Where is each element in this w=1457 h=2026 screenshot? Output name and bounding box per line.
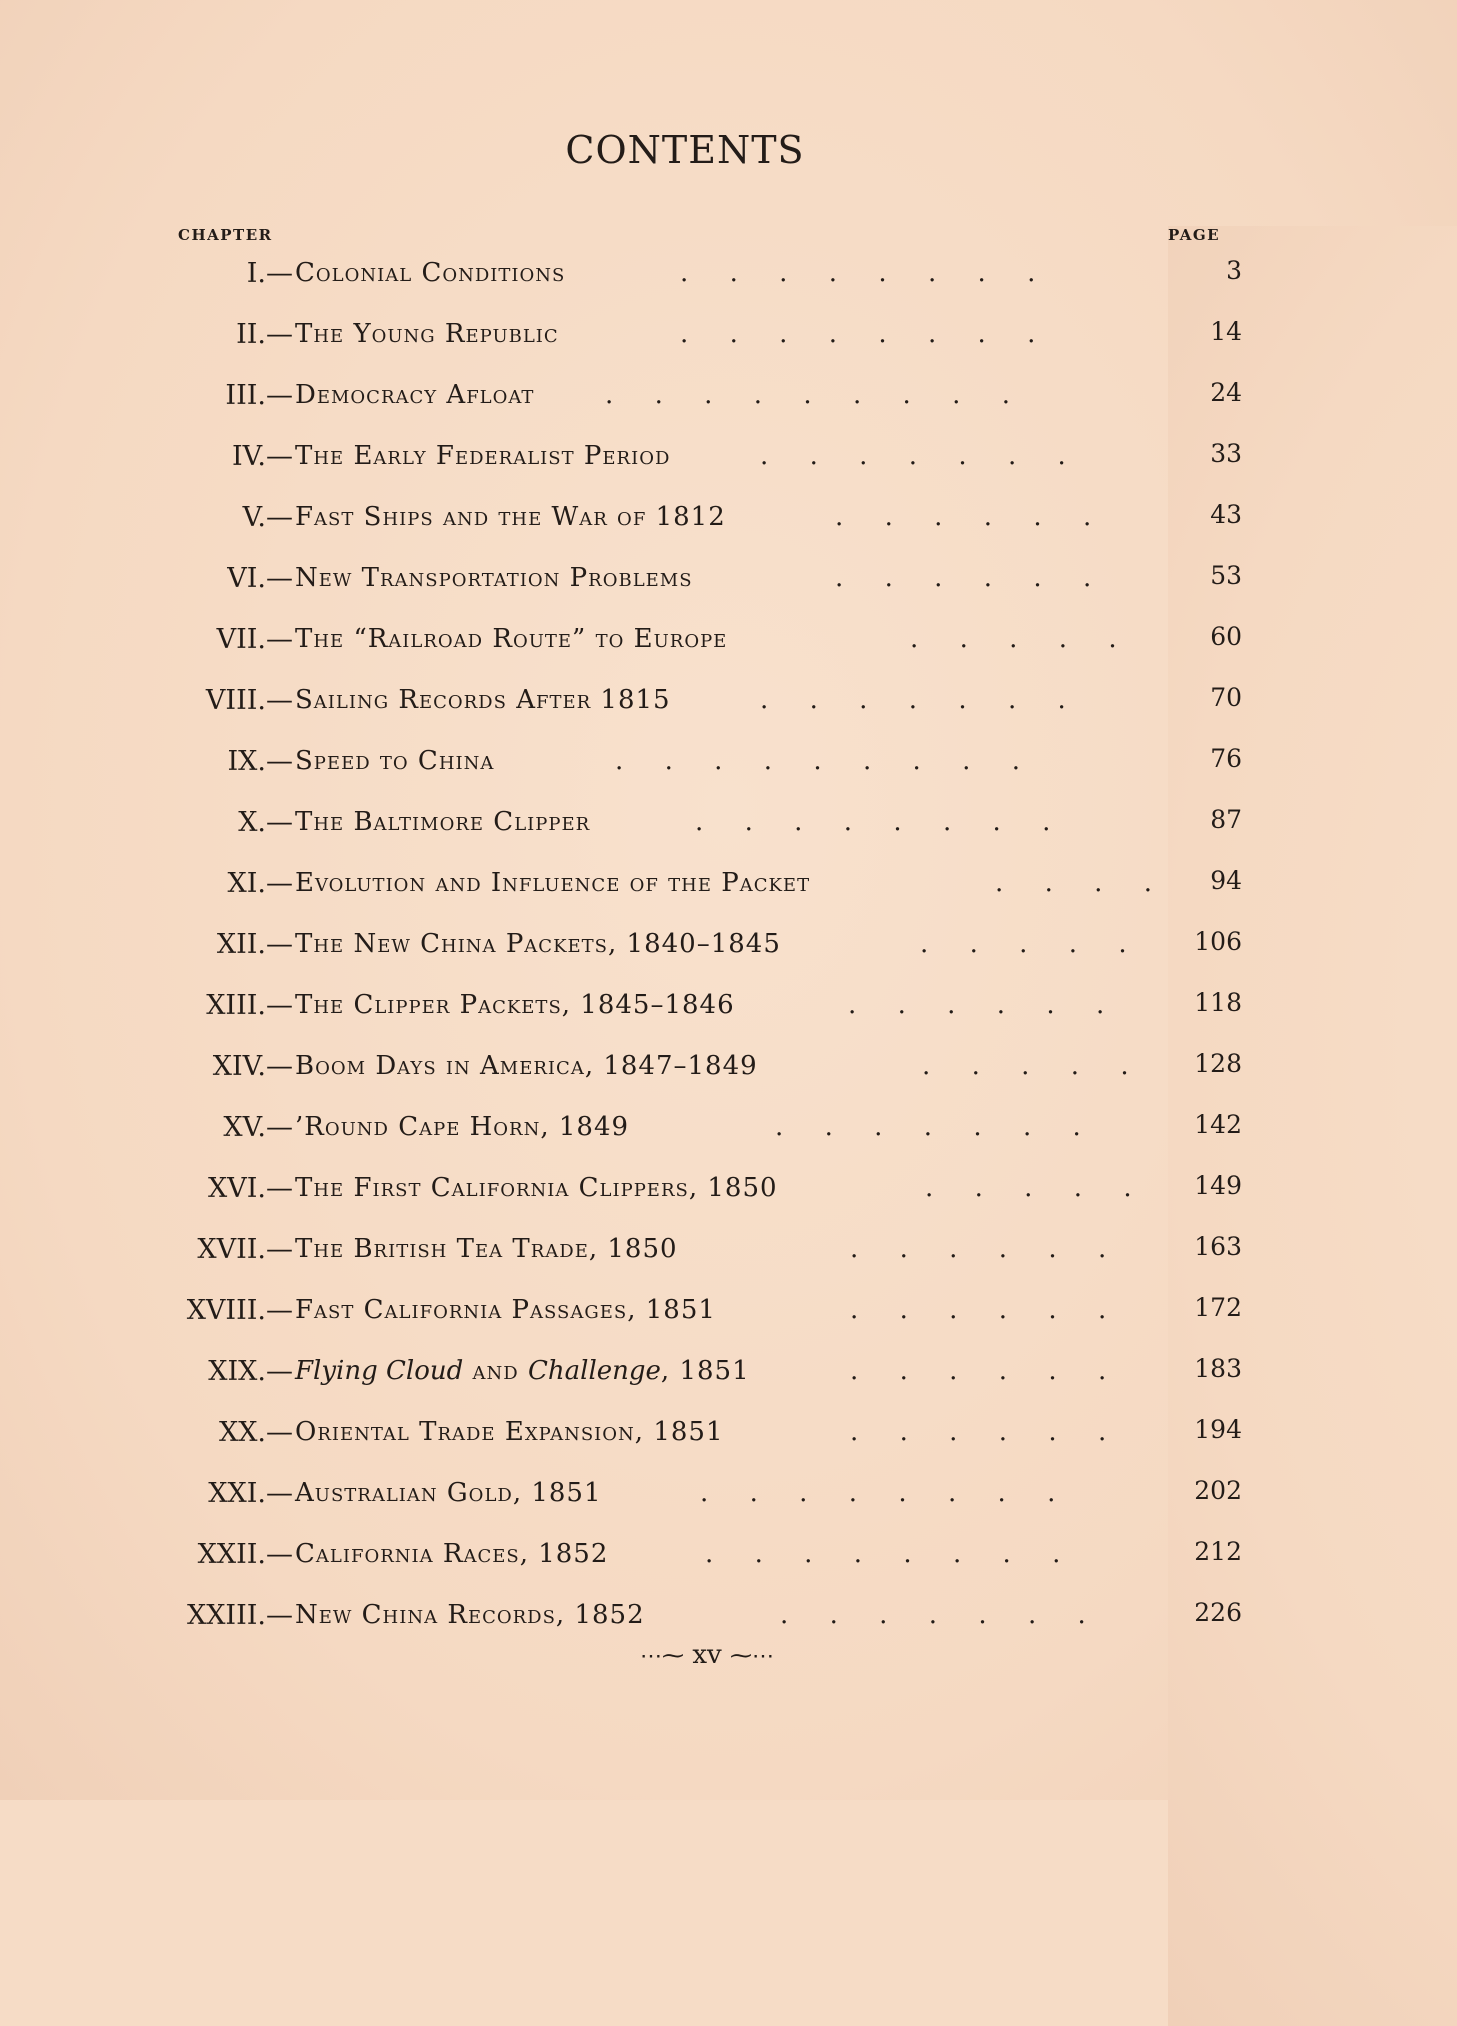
chapter-number: X.—	[238, 807, 293, 838]
page-number: 194	[1194, 1415, 1242, 1444]
chapter-number: IX.—	[227, 746, 293, 777]
page-number: 14	[1210, 317, 1242, 346]
toc-entry	[0, 1472, 1457, 1512]
toc-entry	[0, 252, 1457, 292]
chapter-number: I.—	[246, 258, 293, 289]
title-year: , 1851	[660, 1356, 750, 1386]
toc-entry	[0, 618, 1457, 658]
dot-leader: . . . . . . .	[775, 1112, 1081, 1142]
toc-entry	[0, 557, 1457, 597]
chapter-title: Colonial Conditions	[295, 258, 566, 288]
chapter-title: The British Tea Trade, 1850	[295, 1234, 678, 1264]
ornament-left: ⋯⁓	[640, 1644, 685, 1669]
chapter-title: Fast Ships and the War of 1812	[295, 502, 726, 532]
page-number: 106	[1194, 927, 1242, 956]
toc-entry	[0, 374, 1457, 414]
dot-leader: . . . . . . .	[760, 441, 1066, 471]
toc-entry	[0, 1533, 1457, 1573]
chapter-column-header: CHAPTER	[178, 226, 273, 244]
chapter-number: XI.—	[227, 868, 293, 899]
chapter-number: XIII.—	[206, 990, 293, 1021]
dot-leader: . . . . . . . .	[680, 319, 1036, 349]
toc-entry	[0, 1350, 1457, 1390]
page-number: 183	[1194, 1354, 1242, 1383]
title-conjunction: and	[463, 1356, 528, 1386]
dot-leader: . . . . . . . .	[695, 807, 1051, 837]
chapter-title: Australian Gold, 1851	[295, 1478, 602, 1508]
page-number: 70	[1210, 683, 1242, 712]
chapter-number: VIII.—	[205, 685, 293, 716]
chapter-title: New Transportation Problems	[295, 563, 693, 593]
folio-number: xv	[692, 1640, 722, 1670]
page-number: 33	[1210, 439, 1242, 468]
chapter-title: Fast California Passages, 1851	[295, 1295, 716, 1325]
dot-leader: . . . .	[995, 868, 1153, 898]
chapter-title: California Races, 1852	[295, 1539, 609, 1569]
chapter-title: The Young Republic	[295, 319, 559, 349]
page-number: 94	[1210, 866, 1242, 895]
dot-leader: . . . . . . . . .	[615, 746, 1020, 776]
dot-leader: . . . . . .	[835, 502, 1092, 532]
toc-entry	[0, 313, 1457, 353]
chapter-title: The “Railroad Route” to Europe	[295, 624, 728, 654]
chapter-number: XIX.—	[208, 1356, 293, 1387]
ship-name-flying-cloud: Flying Cloud	[295, 1356, 464, 1386]
chapter-title: The Baltimore Clipper	[295, 807, 591, 837]
page-number: 149	[1194, 1171, 1242, 1200]
chapter-number: VII.—	[216, 624, 293, 655]
toc-entry	[0, 740, 1457, 780]
toc-entry	[0, 1411, 1457, 1451]
dot-leader: . . . . . .	[835, 563, 1092, 593]
chapter-number: XIV.—	[212, 1051, 293, 1082]
chapter-number: III.—	[225, 380, 293, 411]
dot-leader: . . . . . . . .	[680, 258, 1036, 288]
page-number: 53	[1210, 561, 1242, 590]
chapter-title: ’Round Cape Horn, 1849	[295, 1112, 630, 1142]
dot-leader: . . . . . . .	[780, 1600, 1086, 1630]
page-number: 118	[1194, 988, 1242, 1017]
chapter-title: The Early Federalist Period	[295, 441, 671, 471]
dot-leader: . . . . . .	[850, 1417, 1107, 1447]
dot-leader: . . . . .	[910, 624, 1117, 654]
dot-leader: . . . . . . . .	[705, 1539, 1061, 1569]
chapter-title: Democracy Afloat	[295, 380, 535, 410]
toc-entry	[0, 923, 1457, 963]
chapter-title: New China Records, 1852	[295, 1600, 645, 1630]
chapter-title: Speed to China	[295, 746, 495, 776]
page-number: 60	[1210, 622, 1242, 651]
toc-entry	[0, 1167, 1457, 1207]
chapter-number: V.—	[242, 502, 293, 533]
chapter-title: The Clipper Packets, 1845–1846	[295, 990, 735, 1020]
page-column-header: PAGE	[1168, 226, 1457, 2026]
page-number: 76	[1210, 744, 1242, 773]
chapter-title: The New China Packets, 1840–1845	[295, 929, 781, 959]
toc-entry	[0, 862, 1457, 902]
dot-leader: . . . . . . .	[760, 685, 1066, 715]
page-number: 212	[1194, 1537, 1242, 1566]
toc-entry	[0, 496, 1457, 536]
chapter-number: XVI.—	[208, 1173, 293, 1204]
page-number: 163	[1194, 1232, 1242, 1261]
chapter-number: XV.—	[223, 1112, 293, 1143]
dot-leader: . . . . .	[922, 1051, 1129, 1081]
page-number: 142	[1194, 1110, 1242, 1139]
chapter-number: XX.—	[218, 1417, 293, 1448]
page-number: 43	[1210, 500, 1242, 529]
toc-entry	[0, 1228, 1457, 1268]
dot-leader: . . . . . . . . .	[605, 380, 1010, 410]
chapter-title: The First California Clippers, 1850	[295, 1173, 778, 1203]
toc-entry	[0, 435, 1457, 475]
dot-leader: . . . . . .	[850, 1295, 1107, 1325]
page-number: 202	[1194, 1476, 1242, 1505]
dot-leader: . . . . .	[925, 1173, 1132, 1203]
page-number: 3	[1226, 256, 1242, 285]
chapter-title: Boom Days in America, 1847–1849	[295, 1051, 758, 1081]
page-number: 87	[1210, 805, 1242, 834]
ship-name-challenge: Challenge	[527, 1356, 661, 1386]
page-number: 128	[1194, 1049, 1242, 1078]
chapter-title: Sailing Records After 1815	[295, 685, 671, 715]
dot-leader: . . . . .	[920, 929, 1127, 959]
toc-entry	[0, 1289, 1457, 1329]
toc-entry	[0, 801, 1457, 841]
page-number: 172	[1194, 1293, 1242, 1322]
page-title: CONTENTS	[565, 128, 805, 172]
toc-entry	[0, 1045, 1457, 1085]
dot-leader: . . . . . .	[848, 990, 1105, 1020]
toc-entry	[0, 1594, 1457, 1634]
toc-entry	[0, 1106, 1457, 1146]
chapter-number: II.—	[236, 319, 293, 350]
toc-entry	[0, 679, 1457, 719]
toc-entry	[0, 984, 1457, 1024]
chapter-number: XVIII.—	[186, 1295, 293, 1326]
chapter-number: XXII.—	[197, 1539, 293, 1570]
chapter-number: XXI.—	[208, 1478, 293, 1509]
chapter-number: XXIII.—	[186, 1600, 293, 1631]
chapter-number: IV.—	[231, 441, 293, 472]
dot-leader: . . . . . .	[850, 1356, 1107, 1386]
ornament-right: ⁓⋯	[729, 1644, 774, 1669]
chapter-title: Evolution and Influence of the Packet	[295, 868, 811, 898]
page-folio	[0, 1640, 1414, 1670]
chapter-number: XVII.—	[197, 1234, 293, 1265]
page-number: 24	[1210, 378, 1242, 407]
dot-leader: . . . . . .	[850, 1234, 1107, 1264]
chapter-number: VI.—	[227, 563, 293, 594]
chapter-number: XII.—	[216, 929, 293, 960]
page-number: 226	[1194, 1598, 1242, 1627]
chapter-title	[295, 1356, 750, 1386]
chapter-title: Oriental Trade Expansion, 1851	[295, 1417, 724, 1447]
dot-leader: . . . . . . . .	[700, 1478, 1056, 1508]
